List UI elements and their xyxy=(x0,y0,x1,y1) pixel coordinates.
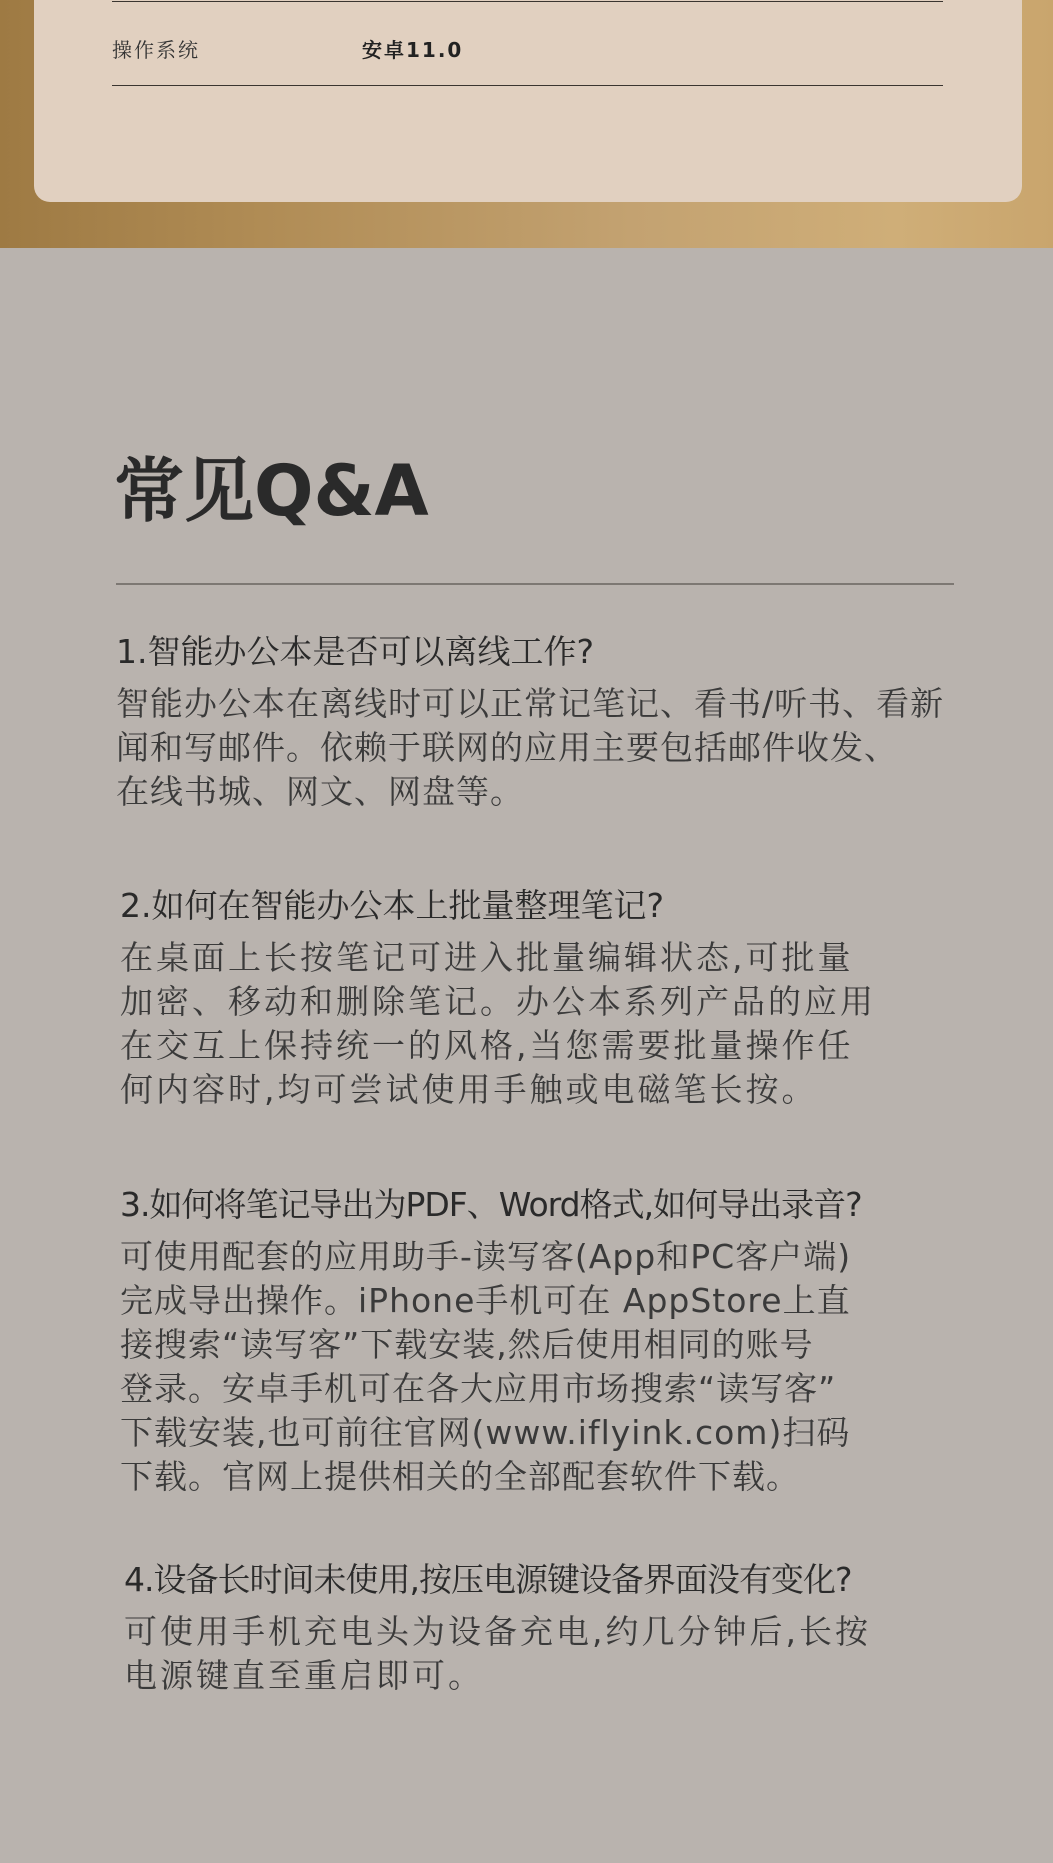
qa-answer-line: 接搜索“读写客”下载安装,然后使用相同的账号 xyxy=(120,1325,814,1364)
qa-answer-line: 何内容时,均可尝试使用手触或电磁笔长按。 xyxy=(120,1070,818,1109)
qa-divider xyxy=(116,583,954,585)
spec-value: 安卓11.0 xyxy=(362,38,464,62)
qa-answer-line: 可使用配套的应用助手-读写客(App和PC客户端) xyxy=(120,1237,852,1276)
qa-answer-line: 闻和写邮件。依赖于联网的应用主要包括邮件收发、 xyxy=(116,728,898,767)
spec-key: 操作系统 xyxy=(112,38,200,62)
qa-question: 1.智能办公本是否可以离线工作? xyxy=(116,632,595,671)
qa-item xyxy=(120,884,1000,1112)
qa-answer-line: 在线书城、网文、网盘等。 xyxy=(116,772,524,811)
qa-item xyxy=(124,1558,1004,1698)
qa-answer xyxy=(116,682,996,814)
spec-divider-bottom xyxy=(112,85,943,86)
qa-question: 4.设备长时间未使用,按压电源键设备界面没有变化? xyxy=(124,1560,852,1599)
qa-question: 2.如何在智能办公本上批量整理笔记? xyxy=(120,886,665,925)
qa-answer xyxy=(124,1610,1004,1698)
qa-title: 常见Q&A xyxy=(114,450,429,532)
qa-answer xyxy=(120,1235,1000,1499)
qa-answer-line: 完成导出操作。iPhone手机可在 AppStore上直 xyxy=(120,1281,851,1320)
qa-answer-line: 加密、移动和删除笔记。办公本系列产品的应用 xyxy=(120,982,876,1021)
qa-answer-line: 登录。安卓手机可在各大应用市场搜索“读写客” xyxy=(120,1369,837,1408)
qa-answer-line: 智能办公本在离线时可以正常记笔记、看书/听书、看新 xyxy=(116,684,945,723)
top-band xyxy=(0,0,1053,248)
qa-item xyxy=(116,630,996,814)
qa-question: 3.如何将笔记导出为PDF、Word格式,如何导出录音? xyxy=(120,1185,862,1224)
spec-row-os xyxy=(112,30,943,64)
qa-answer-line: 下载。官网上提供相关的全部配套软件下载。 xyxy=(120,1457,800,1496)
qa-answer-line: 可使用手机充电头为设备充电,约几分钟后,长按 xyxy=(124,1612,871,1651)
qa-answer-line: 下载安装,也可前往官网(www.iflyink.com)扫码 xyxy=(120,1413,851,1452)
qa-answer xyxy=(120,936,1000,1112)
qa-item xyxy=(120,1183,1000,1499)
qa-answer-line: 在交互上保持统一的风格,当您需要批量操作任 xyxy=(120,1026,854,1065)
spec-divider-top xyxy=(112,1,943,2)
qa-answer-line: 电源键直至重启即可。 xyxy=(124,1656,484,1695)
qa-answer-line: 在桌面上长按笔记可进入批量编辑状态,可批量 xyxy=(120,938,854,977)
